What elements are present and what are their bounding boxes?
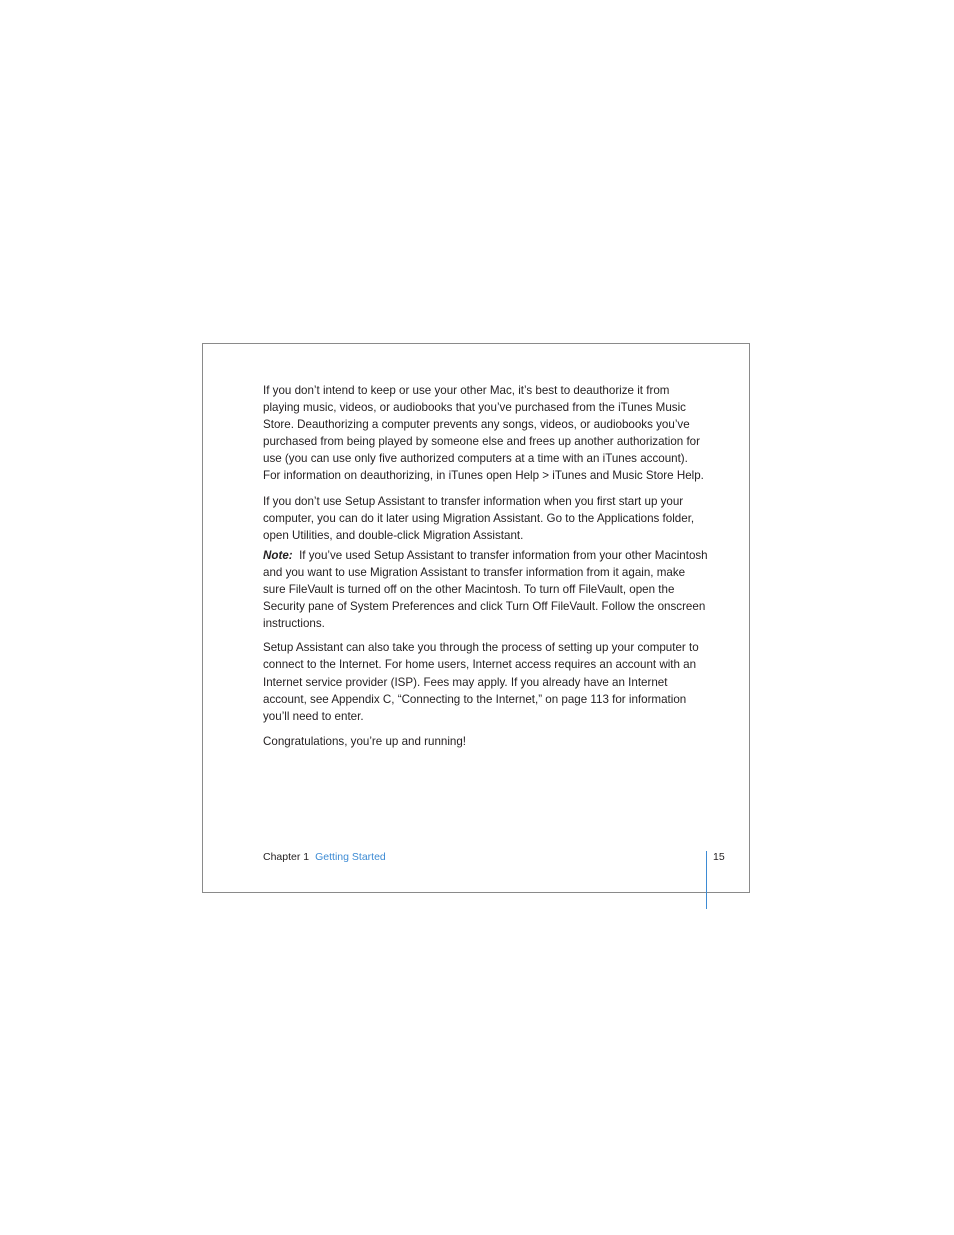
chapter-label: Chapter 1 (263, 851, 310, 863)
note-text: If you’ve used Setup Assistant to transfer information from your other Macintosh and you want to use Migration Assistant to transfer information from it again, make sure FileVault is turned off on the other Macintosh. To turn off FileVault, open the Security pane of System Preferences and click Turn Off FileVault. Follow the onscreen instructions. (263, 548, 708, 631)
page-number: 15 (713, 851, 725, 863)
paragraph-deauthorize: If you don’t intend to keep or use your other Mac, it’s best to deauthorize it from playing music, videos, or audiobooks that you’ve purchased from the iTunes Music Store. Deauthorizing a computer prevents any songs, videos, or audiobooks you’ve purchased from being played by someone else and frees up another authorization for use (you can use only five authorized computers at a time with an iTunes account). For information on deauthorizing, in iTunes open Help > iTunes and Music Store Help. (263, 384, 704, 483)
paragraph-internet-setup: Setup Assistant can also take you through the process of setting up your computer to connect to the Internet. For home users, Internet access requires an account with an Internet service provider (ISP). Fees may apply. If you already have an Internet account, see Appendix C, “Connecting to the Internet,” on page 113 for information you’ll need to enter. (263, 641, 699, 723)
page-body (263, 382, 708, 750)
chapter-title: Getting Started (315, 851, 386, 863)
paragraph-congratulations: Congratulations, you’re up and running! (263, 734, 467, 748)
footer-chapter (263, 851, 386, 864)
footer-divider (706, 851, 707, 909)
paragraph-migration-assistant: If you don’t use Setup Assistant to transfer information when you first start up your computer, you can do it later using Migration Assistant. Go to the Applications folder, open Utilities, and double-click Migration Assistant. (263, 494, 695, 542)
note-label: Note: (263, 548, 293, 562)
note-paragraph (263, 547, 708, 632)
